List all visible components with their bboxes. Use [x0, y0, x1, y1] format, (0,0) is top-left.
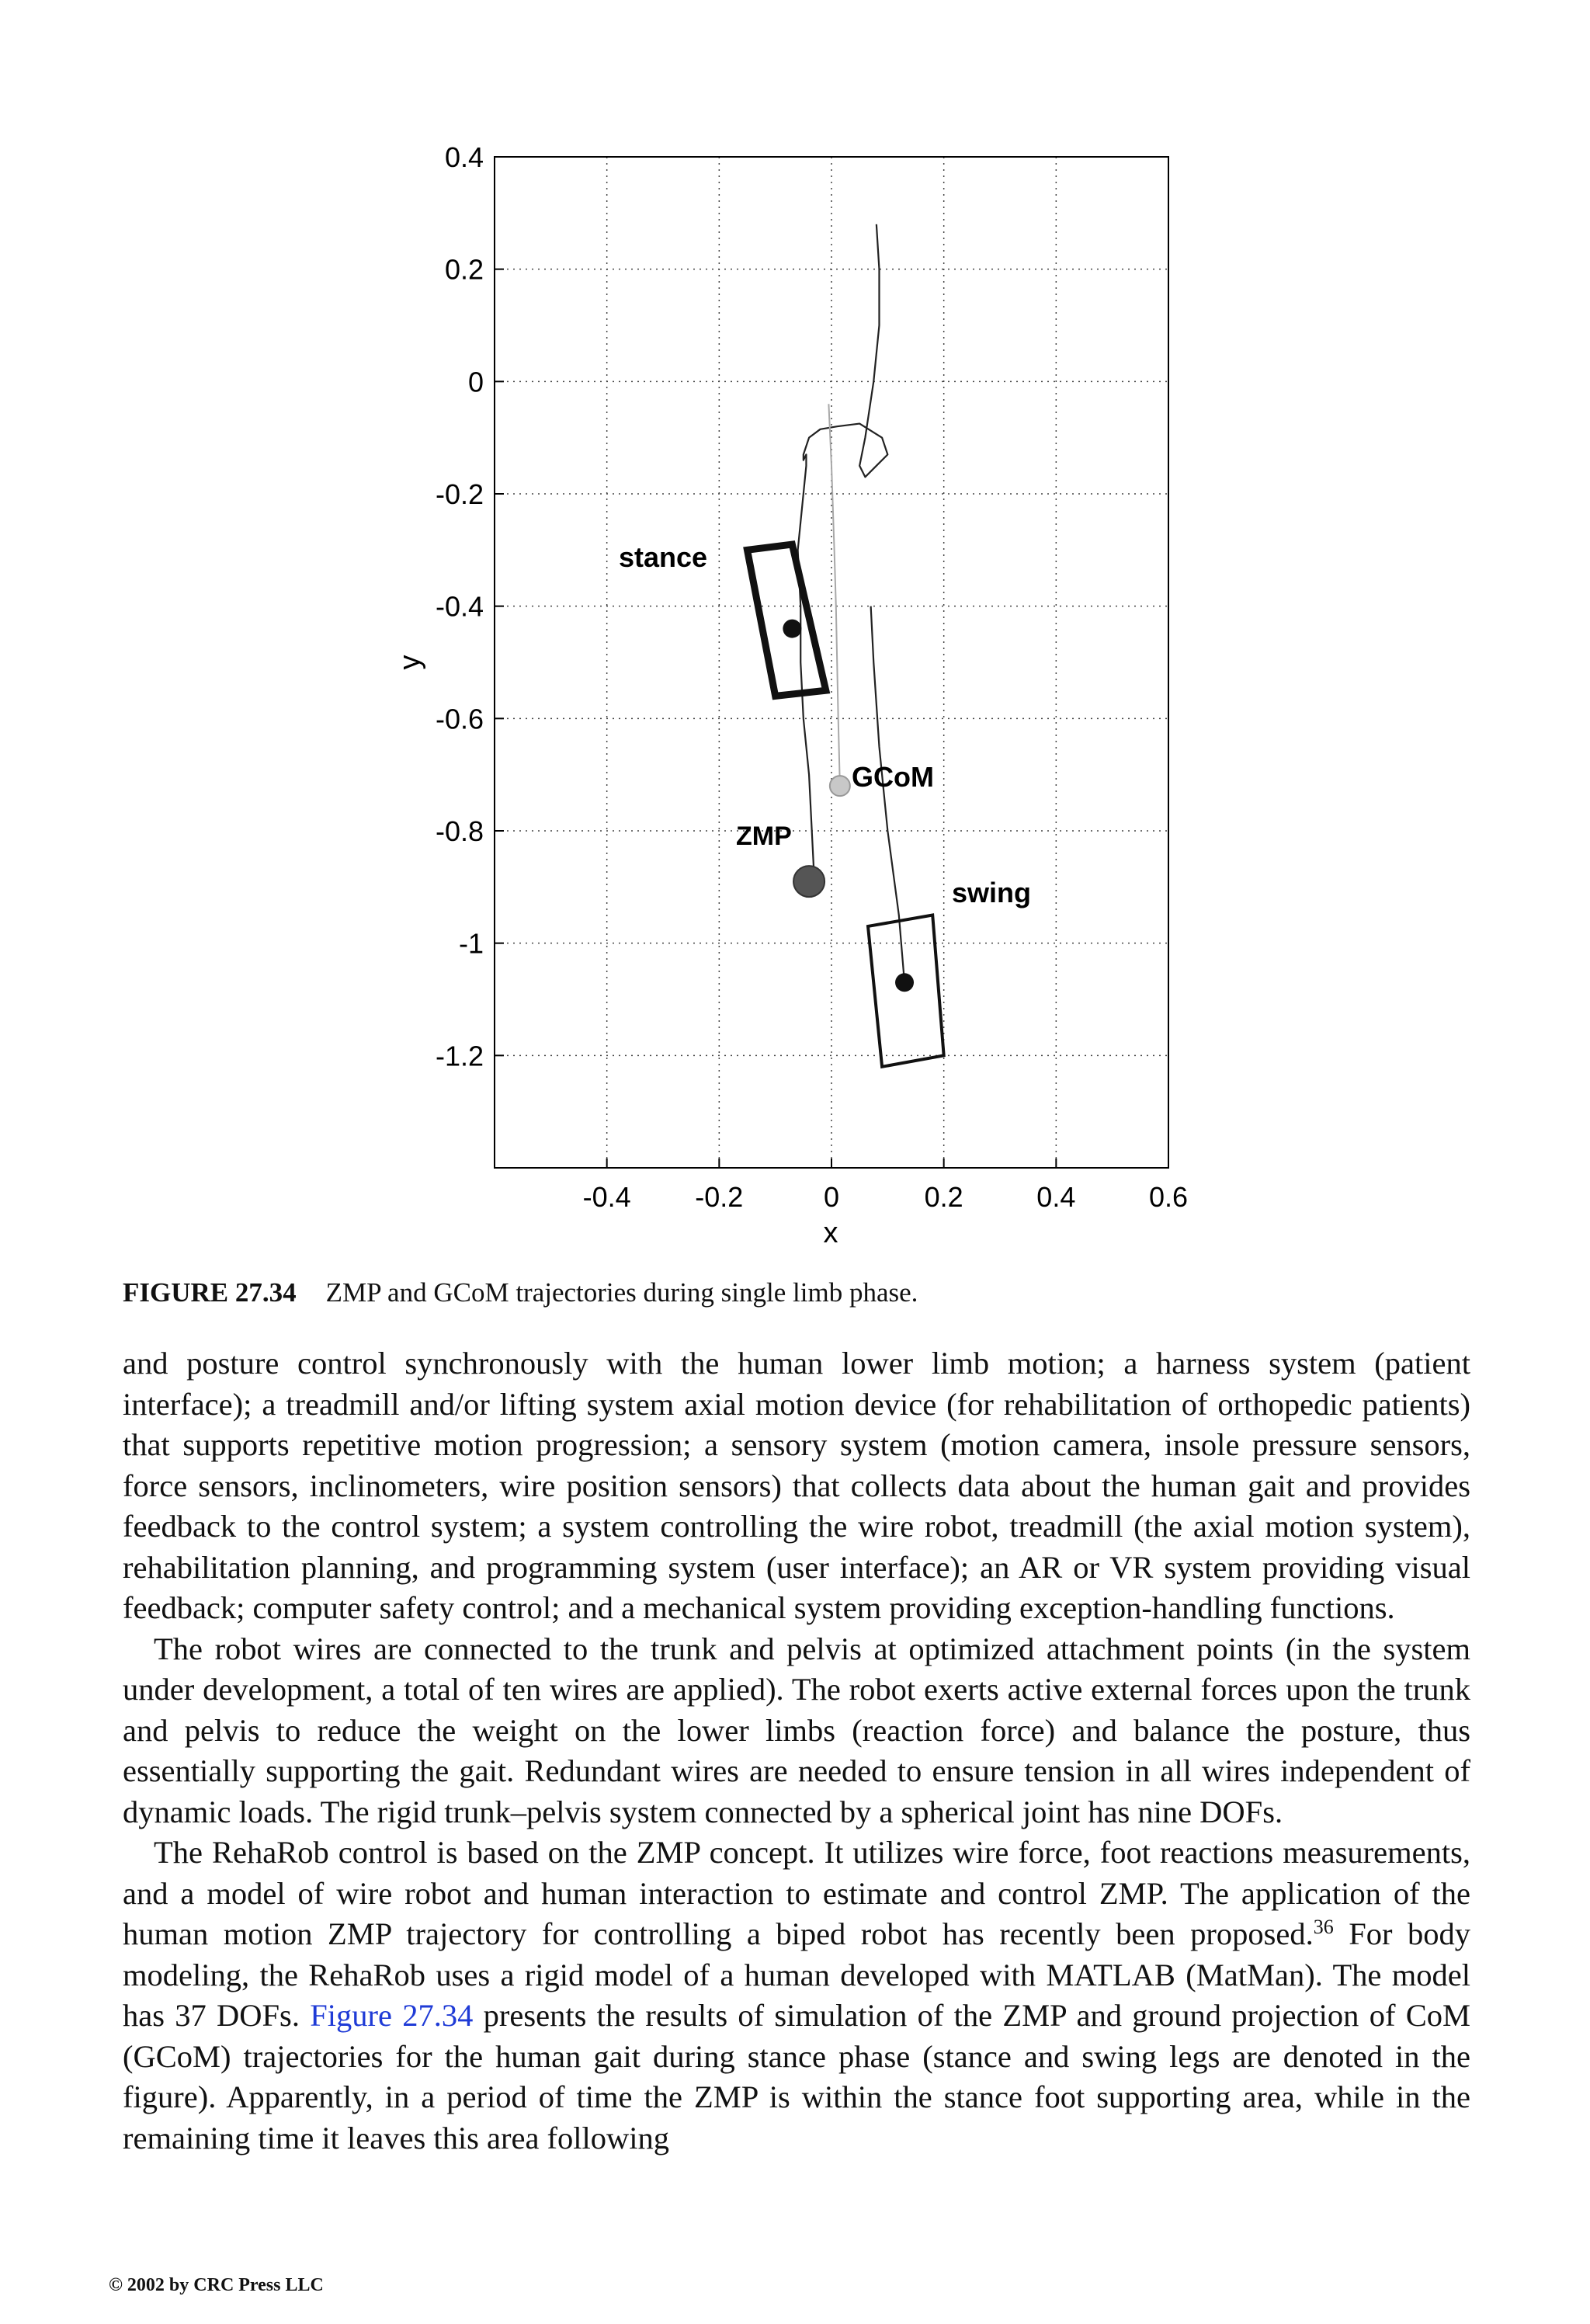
- paragraph-3: [123, 1832, 1470, 2159]
- y-tick-label: -0.6: [435, 703, 484, 735]
- y-tick-label: -0.8: [435, 815, 484, 847]
- paragraph-2: The robot wires are connected to the trunk and pelvis at optimized attachment points (in the system under development, a total of ten wires are applied). The robot exerts active external forces upon the trunk and pelvis to reduce the weight on the lower limbs (reaction force) and balance the posture, thus essentially supporting the gait. Redundant wires are needed to ensure tension in all wires independent of dynamic loads. The rigid trunk–pelvis system connected by a spherical joint has nine DOFs.: [123, 1631, 1470, 1829]
- x-tick-label: 0: [823, 1181, 840, 1213]
- y-tick-label: 0: [467, 366, 484, 398]
- stance-annotation: stance: [619, 541, 708, 573]
- x-tick-label: 0.4: [1036, 1181, 1076, 1213]
- y-tick-label: -0.4: [435, 590, 484, 623]
- figure-reference-link[interactable]: Figure 27.34: [310, 1998, 474, 2033]
- chart-feet: [748, 544, 944, 1067]
- y-tick-label: 0.4: [444, 141, 484, 173]
- gcom-trajectory-line: [828, 404, 839, 786]
- paragraph-1: and posture control synchronously with the human lower limb motion; a harness system (patient interface); a treadmill and/or lifting system axial motion device (for rehabilitation of orthopedic patients) that supports repetitive motion progression; a sensory system (motion camera, insole pressure sensors, force sensors, inclinometers, wire position sensors) that collects data about the human gait and provides feedback to the control system; a system controlling the wire robot, treadmill (the axial motion system), rehabilitation planning, and programming system (user interface); an AR or VR system providing visual feedback; computer safety control; and a mechanical system providing exception-handling functions.: [123, 1346, 1470, 1625]
- chart-grid: [495, 157, 1168, 1168]
- x-tick-label: -0.2: [695, 1181, 744, 1213]
- chart-markers: [783, 620, 914, 992]
- y-axis-label: y: [394, 655, 426, 670]
- paragraph-3-part-c: presents the results of simulation of the ZMP and ground projection of CoM (GCoM) trajectories for the human gait during stance phase (stance and swing legs are denoted in the figure). Apparently, in a period of time the ZMP is within the stance foot supporting area, while in the remaining time it leaves this area following: [123, 1998, 1470, 2156]
- copyright-footer: © 2002 by CRC Press LLC: [109, 2275, 324, 2295]
- citation-superscript: 36: [1313, 1916, 1334, 1938]
- body-text: [123, 1343, 1470, 2159]
- swing-annotation: swing: [952, 877, 1032, 908]
- swing-center-marker: [895, 973, 914, 992]
- zmp-annotation: ZMP: [736, 822, 792, 851]
- x-tick-label: 0.6: [1148, 1181, 1189, 1213]
- paragraph-3-part-a: The RehaRob control is based on the ZMP concept. It utilizes wire force, foot reactions measurements, and a model of wire robot and human interaction to estimate and control ZMP. The application of the human motion ZMP trajectory for controlling a biped robot has recently been proposed.: [123, 1835, 1470, 1951]
- gcom-annotation: GCoM: [852, 761, 934, 793]
- x-tick-label: -0.4: [582, 1181, 631, 1213]
- x-tick-label: 0.2: [924, 1181, 963, 1213]
- figure-caption-text: ZMP and GCoM trajectories during single limb phase.: [325, 1277, 918, 1308]
- chart-ticks: [436, 141, 1188, 1213]
- gcom-point-marker: [830, 776, 850, 796]
- plot-frame: [495, 157, 1168, 1168]
- stance-center-marker: [783, 620, 801, 638]
- y-tick-label: -1: [458, 927, 484, 960]
- zmp-point-marker: [793, 866, 825, 897]
- y-tick-label: -0.2: [435, 478, 484, 510]
- paragraph-3-part-b: For body modeling, the RehaRob uses a rigid model of a human developed with MATLAB (MatMan). The model has 37 DOFs.: [123, 1916, 1470, 2033]
- figure-caption-label: FIGURE 27.34: [123, 1277, 297, 1308]
- x-axis-label: x: [823, 1217, 838, 1249]
- y-tick-label: 0.2: [444, 253, 484, 286]
- figure-caption: [123, 1277, 918, 1308]
- y-tick-label: -1.2: [435, 1040, 484, 1072]
- stance-foot-outline: [748, 544, 826, 696]
